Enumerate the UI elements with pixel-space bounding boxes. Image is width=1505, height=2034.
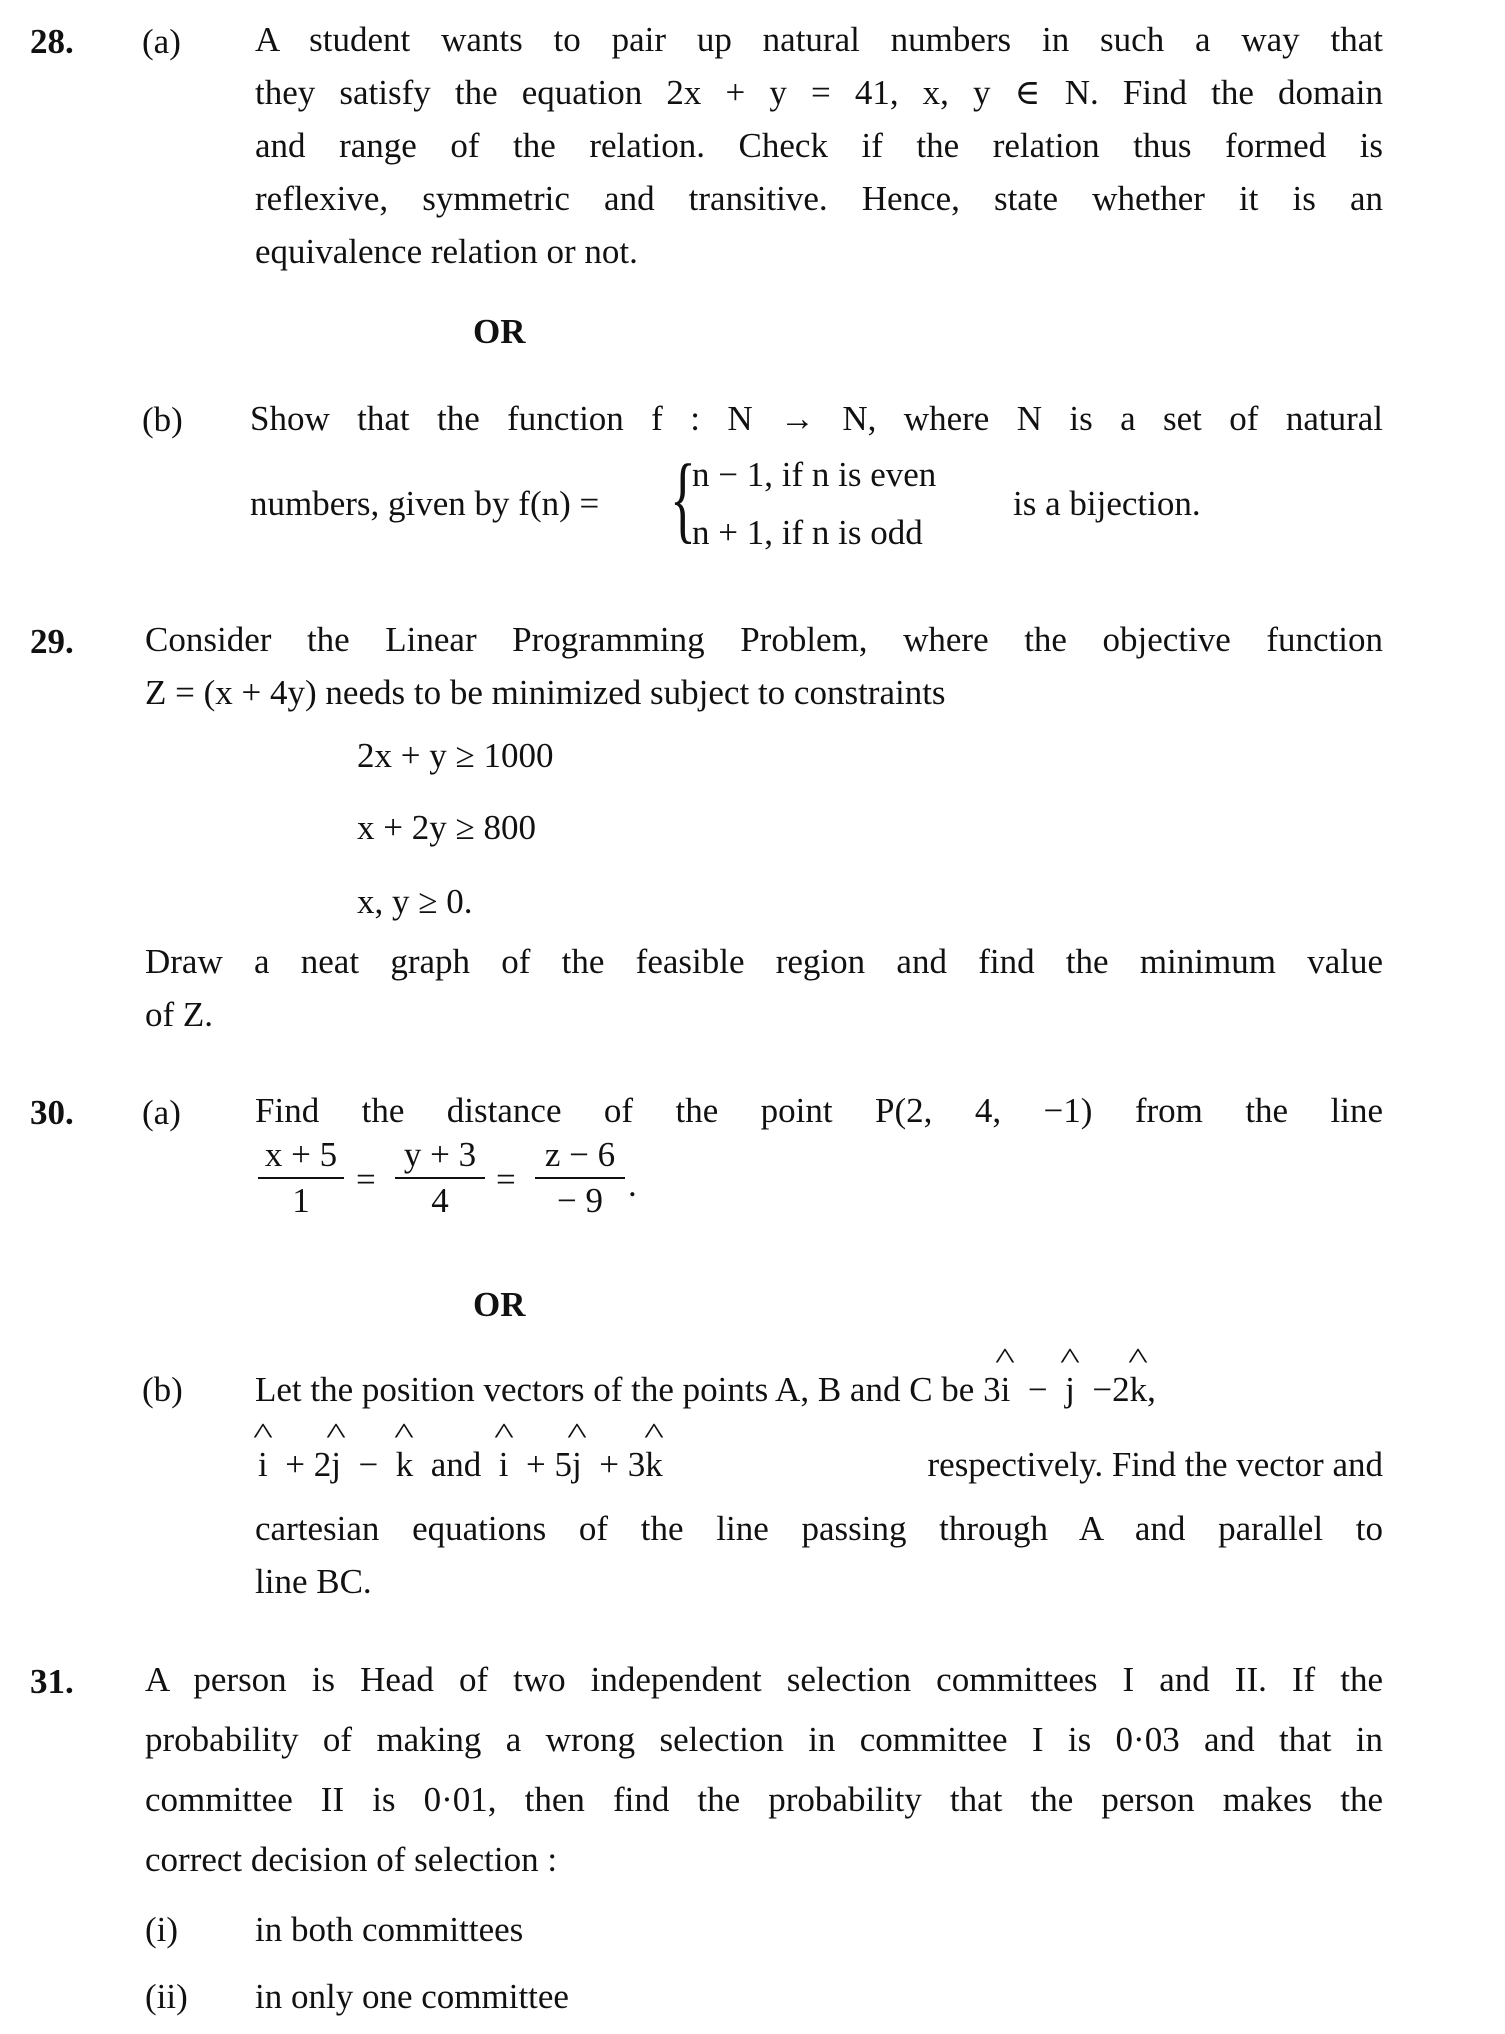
text-line: Find the distance of the point P(2, 4, −1) from the line bbox=[255, 1091, 1383, 1130]
text-line: Show that the function f : N → N, where N is a set of natural bbox=[250, 399, 1383, 438]
unit-vector-j: ^ j bbox=[1065, 1370, 1075, 1410]
constraint-2: x + 2y ≥ 800 bbox=[357, 808, 536, 847]
denominator: 4 bbox=[431, 1181, 449, 1220]
operator: + 5 bbox=[526, 1445, 572, 1484]
numerator: x + 5 bbox=[264, 1135, 338, 1174]
comma: , bbox=[1147, 1370, 1156, 1409]
operator: −2 bbox=[1092, 1370, 1130, 1409]
numerator: y + 3 bbox=[403, 1135, 477, 1174]
constraint-3: x, y ≥ 0. bbox=[357, 882, 473, 921]
part-label-b: (b) bbox=[142, 400, 183, 439]
fraction-bar bbox=[535, 1177, 625, 1179]
question-28a-text bbox=[255, 13, 1383, 278]
subpart-text-ii: in only one committee bbox=[255, 1977, 569, 2016]
denominator: − 9 bbox=[557, 1181, 603, 1220]
operator: + 2 bbox=[285, 1445, 332, 1484]
text-line: Consider the Linear Programming Problem, where the objective function bbox=[145, 620, 1383, 659]
text: respectively. Find the vector and bbox=[927, 1445, 1383, 1484]
fraction-z bbox=[535, 1135, 625, 1221]
text-line: correct decision of selection : bbox=[145, 1840, 558, 1879]
text-line: A person is Head of two independent selection committees I and II. If the bbox=[145, 1660, 1383, 1699]
text: Let the position vectors of the points A, B and C be 3 bbox=[255, 1370, 1001, 1409]
fraction-y bbox=[395, 1135, 485, 1221]
question-30b-text bbox=[255, 1502, 1383, 1608]
or-label: OR bbox=[473, 1285, 526, 1324]
unit-vector-i: ^ i bbox=[258, 1445, 268, 1485]
question-number: 30. bbox=[30, 1093, 74, 1132]
brace-symbol: { bbox=[670, 445, 696, 553]
unit-vector-k: ^ k bbox=[396, 1445, 414, 1485]
fraction-x bbox=[258, 1135, 344, 1221]
text-line: line BC. bbox=[255, 1562, 372, 1601]
denominator: 1 bbox=[292, 1181, 310, 1220]
unit-vector-k: ^ k bbox=[645, 1445, 663, 1485]
subpart-text-i: in both committees bbox=[255, 1910, 524, 1949]
question-29-text bbox=[145, 613, 1383, 719]
subpart-label-i: (i) bbox=[145, 1910, 179, 1949]
text-line: equivalence relation or not. bbox=[255, 232, 638, 271]
or-label: OR bbox=[473, 312, 526, 351]
conjunction: and bbox=[430, 1445, 482, 1484]
text-line: of Z. bbox=[145, 995, 214, 1034]
equals-sign: = bbox=[496, 1160, 516, 1199]
operator: − bbox=[1027, 1370, 1048, 1409]
unit-vector-j: ^ j bbox=[331, 1445, 341, 1485]
part-label-a: (a) bbox=[142, 1093, 181, 1132]
question-31-text bbox=[145, 1650, 1383, 1890]
period: . bbox=[628, 1165, 637, 1204]
function-lead: numbers, given by f(n) = bbox=[250, 484, 600, 523]
subpart-label-ii: (ii) bbox=[145, 1977, 188, 2016]
question-number: 28. bbox=[30, 22, 74, 61]
fraction-bar bbox=[395, 1177, 485, 1179]
text-line: cartesian equations of the line passing through A and parallel to bbox=[255, 1509, 1383, 1548]
text-line: reflexive, symmetric and transitive. Hence, state whether it is an bbox=[255, 179, 1383, 218]
question-number: 29. bbox=[30, 622, 74, 661]
vector-line-2 bbox=[258, 1445, 1383, 1485]
text-line: Z = (x + 4y) needs to be minimized subject to constraints bbox=[145, 673, 946, 712]
text-line: and range of the relation. Check if the relation thus formed is bbox=[255, 126, 1383, 165]
question-number: 31. bbox=[30, 1662, 74, 1701]
unit-vector-i: ^ i bbox=[1001, 1370, 1011, 1410]
unit-vector-i: ^ i bbox=[499, 1445, 509, 1485]
text-line: committee II is 0·01, then find the probability that the person makes the bbox=[145, 1780, 1383, 1819]
text-line: they satisfy the equation 2x + y = 41, x, y ∈ N. Find the domain bbox=[255, 73, 1383, 112]
text-line: A student wants to pair up natural numbers in such a way that bbox=[255, 20, 1383, 59]
text-line: probability of making a wrong selection in committee I is 0·03 and that in bbox=[145, 1720, 1383, 1759]
unit-vector-j: ^ j bbox=[572, 1445, 582, 1485]
text-line: Draw a neat graph of the feasible region and find the minimum value bbox=[145, 942, 1383, 981]
case-even: n − 1, if n is even bbox=[692, 455, 937, 494]
case-odd: n + 1, if n is odd bbox=[692, 513, 923, 552]
operator: + 3 bbox=[599, 1445, 646, 1484]
operator: − bbox=[358, 1445, 379, 1484]
unit-vector-k: ^ k bbox=[1130, 1370, 1148, 1410]
constraint-1: 2x + y ≥ 1000 bbox=[357, 736, 554, 775]
part-label-b: (b) bbox=[142, 1370, 183, 1409]
question-29-closing bbox=[145, 935, 1383, 1041]
numerator: z − 6 bbox=[544, 1135, 616, 1174]
vector-line-1 bbox=[255, 1370, 1156, 1410]
part-label-a: (a) bbox=[142, 22, 181, 61]
question-30a-line1 bbox=[255, 1084, 1383, 1137]
bijection-tail: is a bijection. bbox=[1013, 484, 1201, 523]
fraction-bar bbox=[258, 1177, 344, 1179]
question-28b-line1 bbox=[250, 392, 1383, 445]
equals-sign: = bbox=[356, 1160, 376, 1199]
